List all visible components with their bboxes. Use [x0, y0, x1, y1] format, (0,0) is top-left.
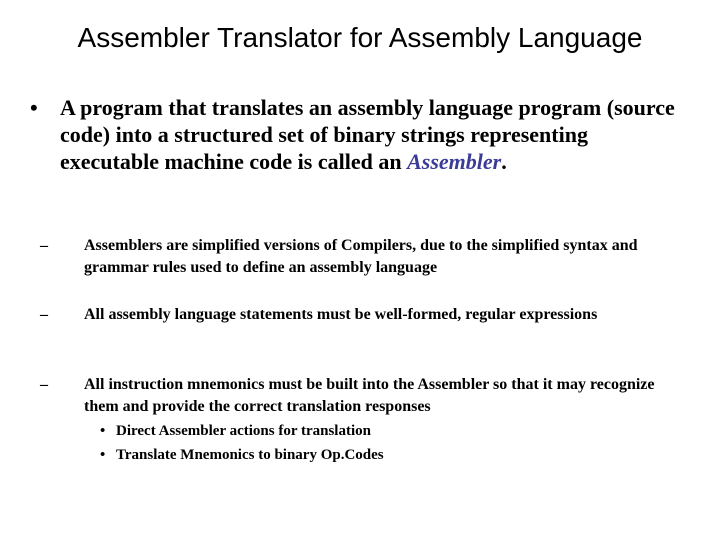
sub-bullet-text: All instruction mnemonics must be built into the Assembler so that it may recognize them and provide the correct translation responses: [84, 376, 655, 415]
dash-marker: –: [40, 306, 48, 323]
bullet-marker: •: [100, 423, 106, 439]
main-bullet-text: [60, 94, 690, 175]
main-bullet-body: A program that translates an assembly language program (source code) into a structured set of binary strings representing executable machine code is called an: [60, 95, 675, 174]
sub-bullet-1: [40, 235, 680, 279]
sub-bullet-3: [40, 374, 680, 418]
main-bullet-emphasis: Assembler: [407, 149, 502, 174]
bullet-marker: •: [100, 447, 106, 463]
sub-sub-bullet-1: [100, 420, 660, 442]
sub-bullet-2: [40, 304, 680, 326]
dash-marker: –: [40, 376, 48, 393]
main-bullet: [30, 94, 690, 175]
sub-bullet-text: Assemblers are simplified versions of Compilers, due to the simplified syntax and grammar rules used to define an assembly language: [84, 237, 638, 276]
sub-sub-bullet-text: Translate Mnemonics to binary Op.Codes: [116, 447, 384, 463]
sub-bullet-text: All assembly language statements must be well-formed, regular expressions: [84, 306, 598, 323]
dash-marker: –: [40, 237, 48, 254]
slide-title: Assembler Translator for Assembly Language: [77, 22, 643, 53]
bullet-marker: •: [30, 95, 38, 120]
sub-sub-bullet-text: Direct Assembler actions for translation: [116, 423, 371, 439]
sub-sub-bullet-2: [100, 444, 660, 466]
main-bullet-suffix: .: [501, 149, 507, 174]
